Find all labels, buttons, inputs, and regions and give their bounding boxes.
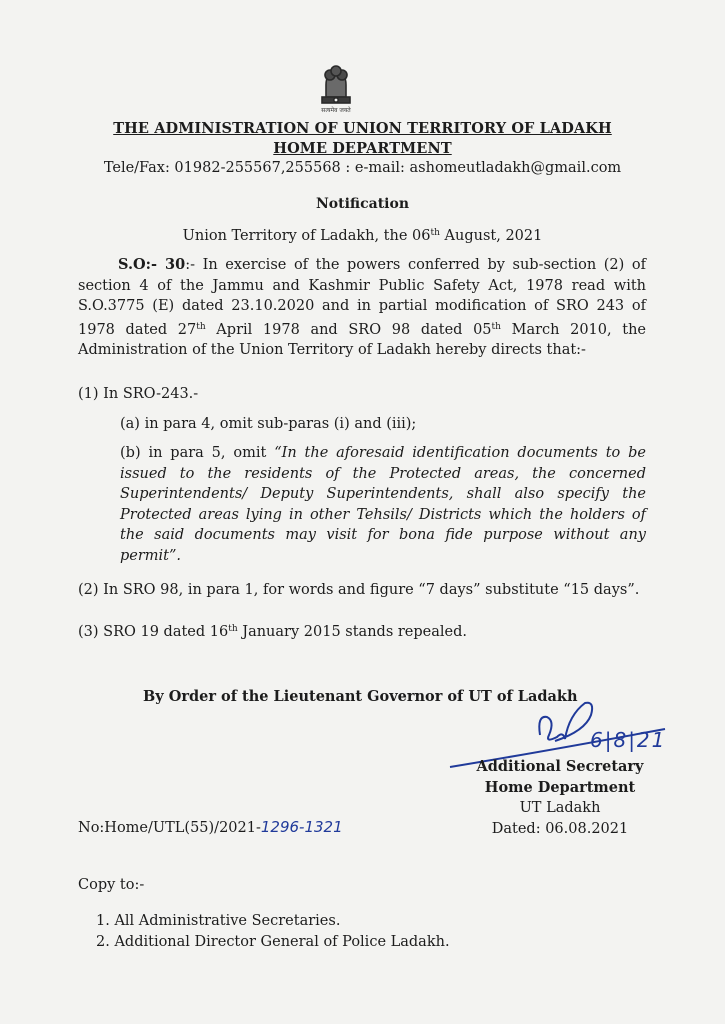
sig-place: UT Ladakh	[519, 800, 601, 816]
copy-list	[96, 911, 450, 953]
sig-dated: Dated: 06.08.2021	[491, 821, 629, 837]
dept-title: HOME DEPARTMENT	[273, 140, 452, 157]
copy-label: Copy to:-	[78, 877, 145, 893]
reference-number: No:Home/UTL(55)/2021-1296-1321	[78, 818, 343, 836]
list-item: 2. Additional Director General of Police Ladakh.	[96, 934, 450, 950]
notification-title: Notification	[316, 196, 409, 212]
national-emblem-icon	[306, 55, 366, 115]
item-1b: (b) in para 5, omit “In the aforesaid identification documents to be issued to the residents of the Protected areas, the concerned Superintendents/ Deputy Superintendents, shall also specify the Protected areas lying in other Tehsils/ Districts which the holders of the said documents may visit for bona fide purpose without any permit”.	[120, 445, 646, 564]
emblem-motto: सत्यमेव जयते	[321, 107, 351, 114]
signature-block	[440, 756, 680, 840]
handwritten-date: 6|8|21	[590, 728, 667, 752]
item-3: (3) SRO 19 dated 16th January 2015 stands repealed.	[78, 624, 468, 640]
so-label: S.O:- 30	[118, 256, 186, 273]
list-item: 1. All Administrative Secretaries.	[96, 913, 341, 929]
contact-line: Tele/Fax: 01982-255567,255568 : e-mail: ashomeutladakh@gmail.com	[103, 160, 622, 176]
sig-dept: Home Department	[484, 779, 636, 796]
notification-date: Union Territory of Ladakh, the 06th August, 2021	[182, 228, 543, 244]
org-title: THE ADMINISTRATION OF UNION TERRITORY OF LADAKH	[113, 120, 612, 137]
item-2: (2) In SRO 98, in para 1, for words and figure “7 days” substitute “15 days”.	[78, 582, 640, 598]
item-1a: (a) in para 4, omit sub-paras (i) and (iii);	[120, 416, 417, 432]
order-line: By Order of the Lieutenant Governor of UT of Ladakh	[143, 688, 578, 705]
item-1: (1) In SRO-243.-	[78, 386, 199, 402]
main-paragraph: S.O:- 30:- In exercise of the powers conferred by sub-section (2) of section 4 of the Jammu and Kashmir Public Safety Act, 1978 read with S.O.3775 (E) dated 23.10.2020 and in partial modification of SRO 243 of 1978 dated 27th April 1978 and SRO 98 dated 05th March 2010, the Administration of the Union Territory of Ladakh hereby directs that:-	[78, 256, 647, 359]
sig-title: Additional Secretary	[476, 758, 644, 775]
